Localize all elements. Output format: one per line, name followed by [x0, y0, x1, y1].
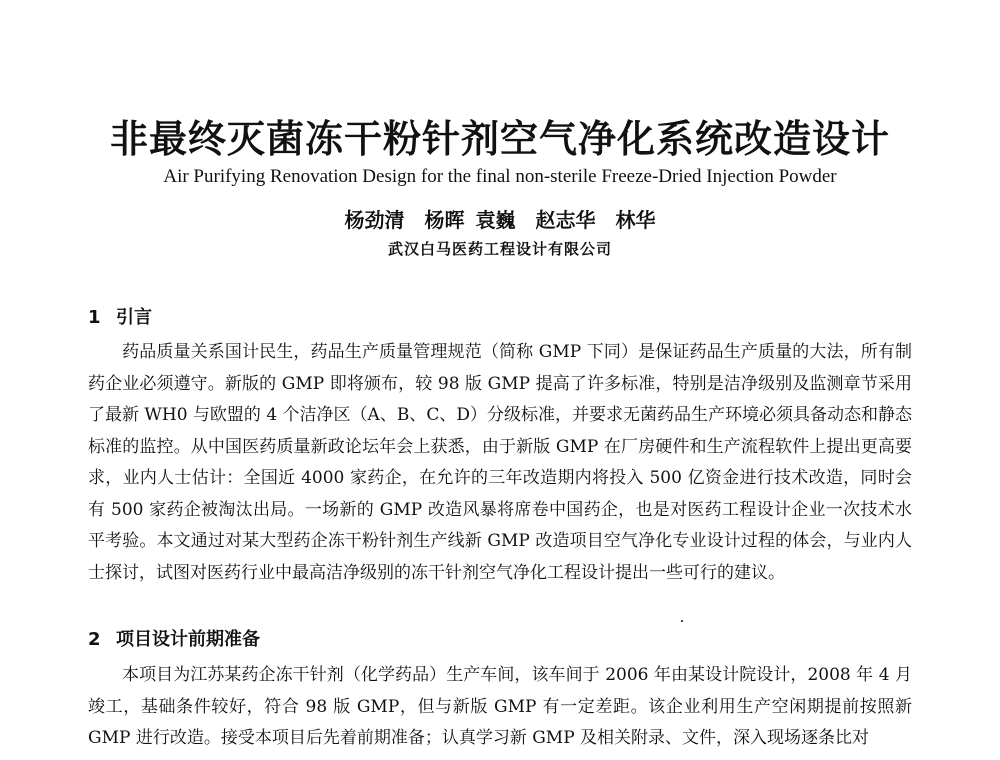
paper-subtitle-english: Air Purifying Renovation Design for the final non-sterile Freeze-Dried Injection Powder — [163, 166, 837, 187]
section-heading-preparation — [88, 625, 260, 651]
author-list: 杨劲清 杨晖 袁巍 赵志华 林华 — [344, 208, 656, 232]
section-number: 2 — [88, 629, 101, 650]
section-heading-introduction — [88, 303, 152, 329]
section-title: 引言 — [116, 307, 152, 328]
section-title: 项目设计前期准备 — [116, 629, 260, 650]
paper-title: 非最终灭菌冻干粉针剂空气净化系统改造设计 — [109, 117, 890, 161]
section-paragraph — [88, 660, 912, 755]
stray-mark — [681, 620, 683, 622]
paragraph-text: 药品质量关系国计民生，药品生产质量管理规范（简称 GMP 下同）是保证药品生产质量的大法，所有制药企业必须遵守。新版的 GMP 即将颁布，较 98 版 GMP 提高了许多标准，特别是洁净级别及监测章节采用了最新 WH0 与欧盟的 4 个洁净区（A、B、C、D）分级标准，并要求无菌药品生产环境必须具备动态和静态标准的监控。从中国医药质量新政论坛年会上获悉，由于新版 GMP 在厂房硬件和生产流程软件上提出更高要求，业内人士估计：全国近 4000 家药企，在允许的三年改造期内将投入 500 亿资金进行技术改造，同时会有 500 家药企被淘汰出局。一场新的 GMP 改造风暴将席卷中国药企，也是对医药工程设计企业一次技术水平考验。本文通过对某大型药企冻干粉针剂生产线新 GMP 改造项目空气净化专业设计过程的体会，与业内人士探讨，试图对医药行业中最高洁净级别的冻干针剂空气净化工程设计提出一些可行的建议。 — [88, 342, 912, 583]
affiliation: 武汉白马医药工程设计有限公司 — [387, 240, 612, 258]
section-paragraph — [88, 337, 912, 589]
paragraph-text: 本项目为江苏某药企冻干针剂（化学药品）生产车间，该车间于 2006 年由某设计院设计，2008 年 4 月竣工，基础条件较好，符合 98 版 GMP，但与新版 GMP 有一定差距。该企业利用生产空闲期提前按照新 GMP 进行改造。接受本项目后先着前期准备；认真学习新 GMP 及相关附录、文件，深入现场逐条比对 — [88, 665, 912, 748]
section-number: 1 — [88, 307, 101, 328]
